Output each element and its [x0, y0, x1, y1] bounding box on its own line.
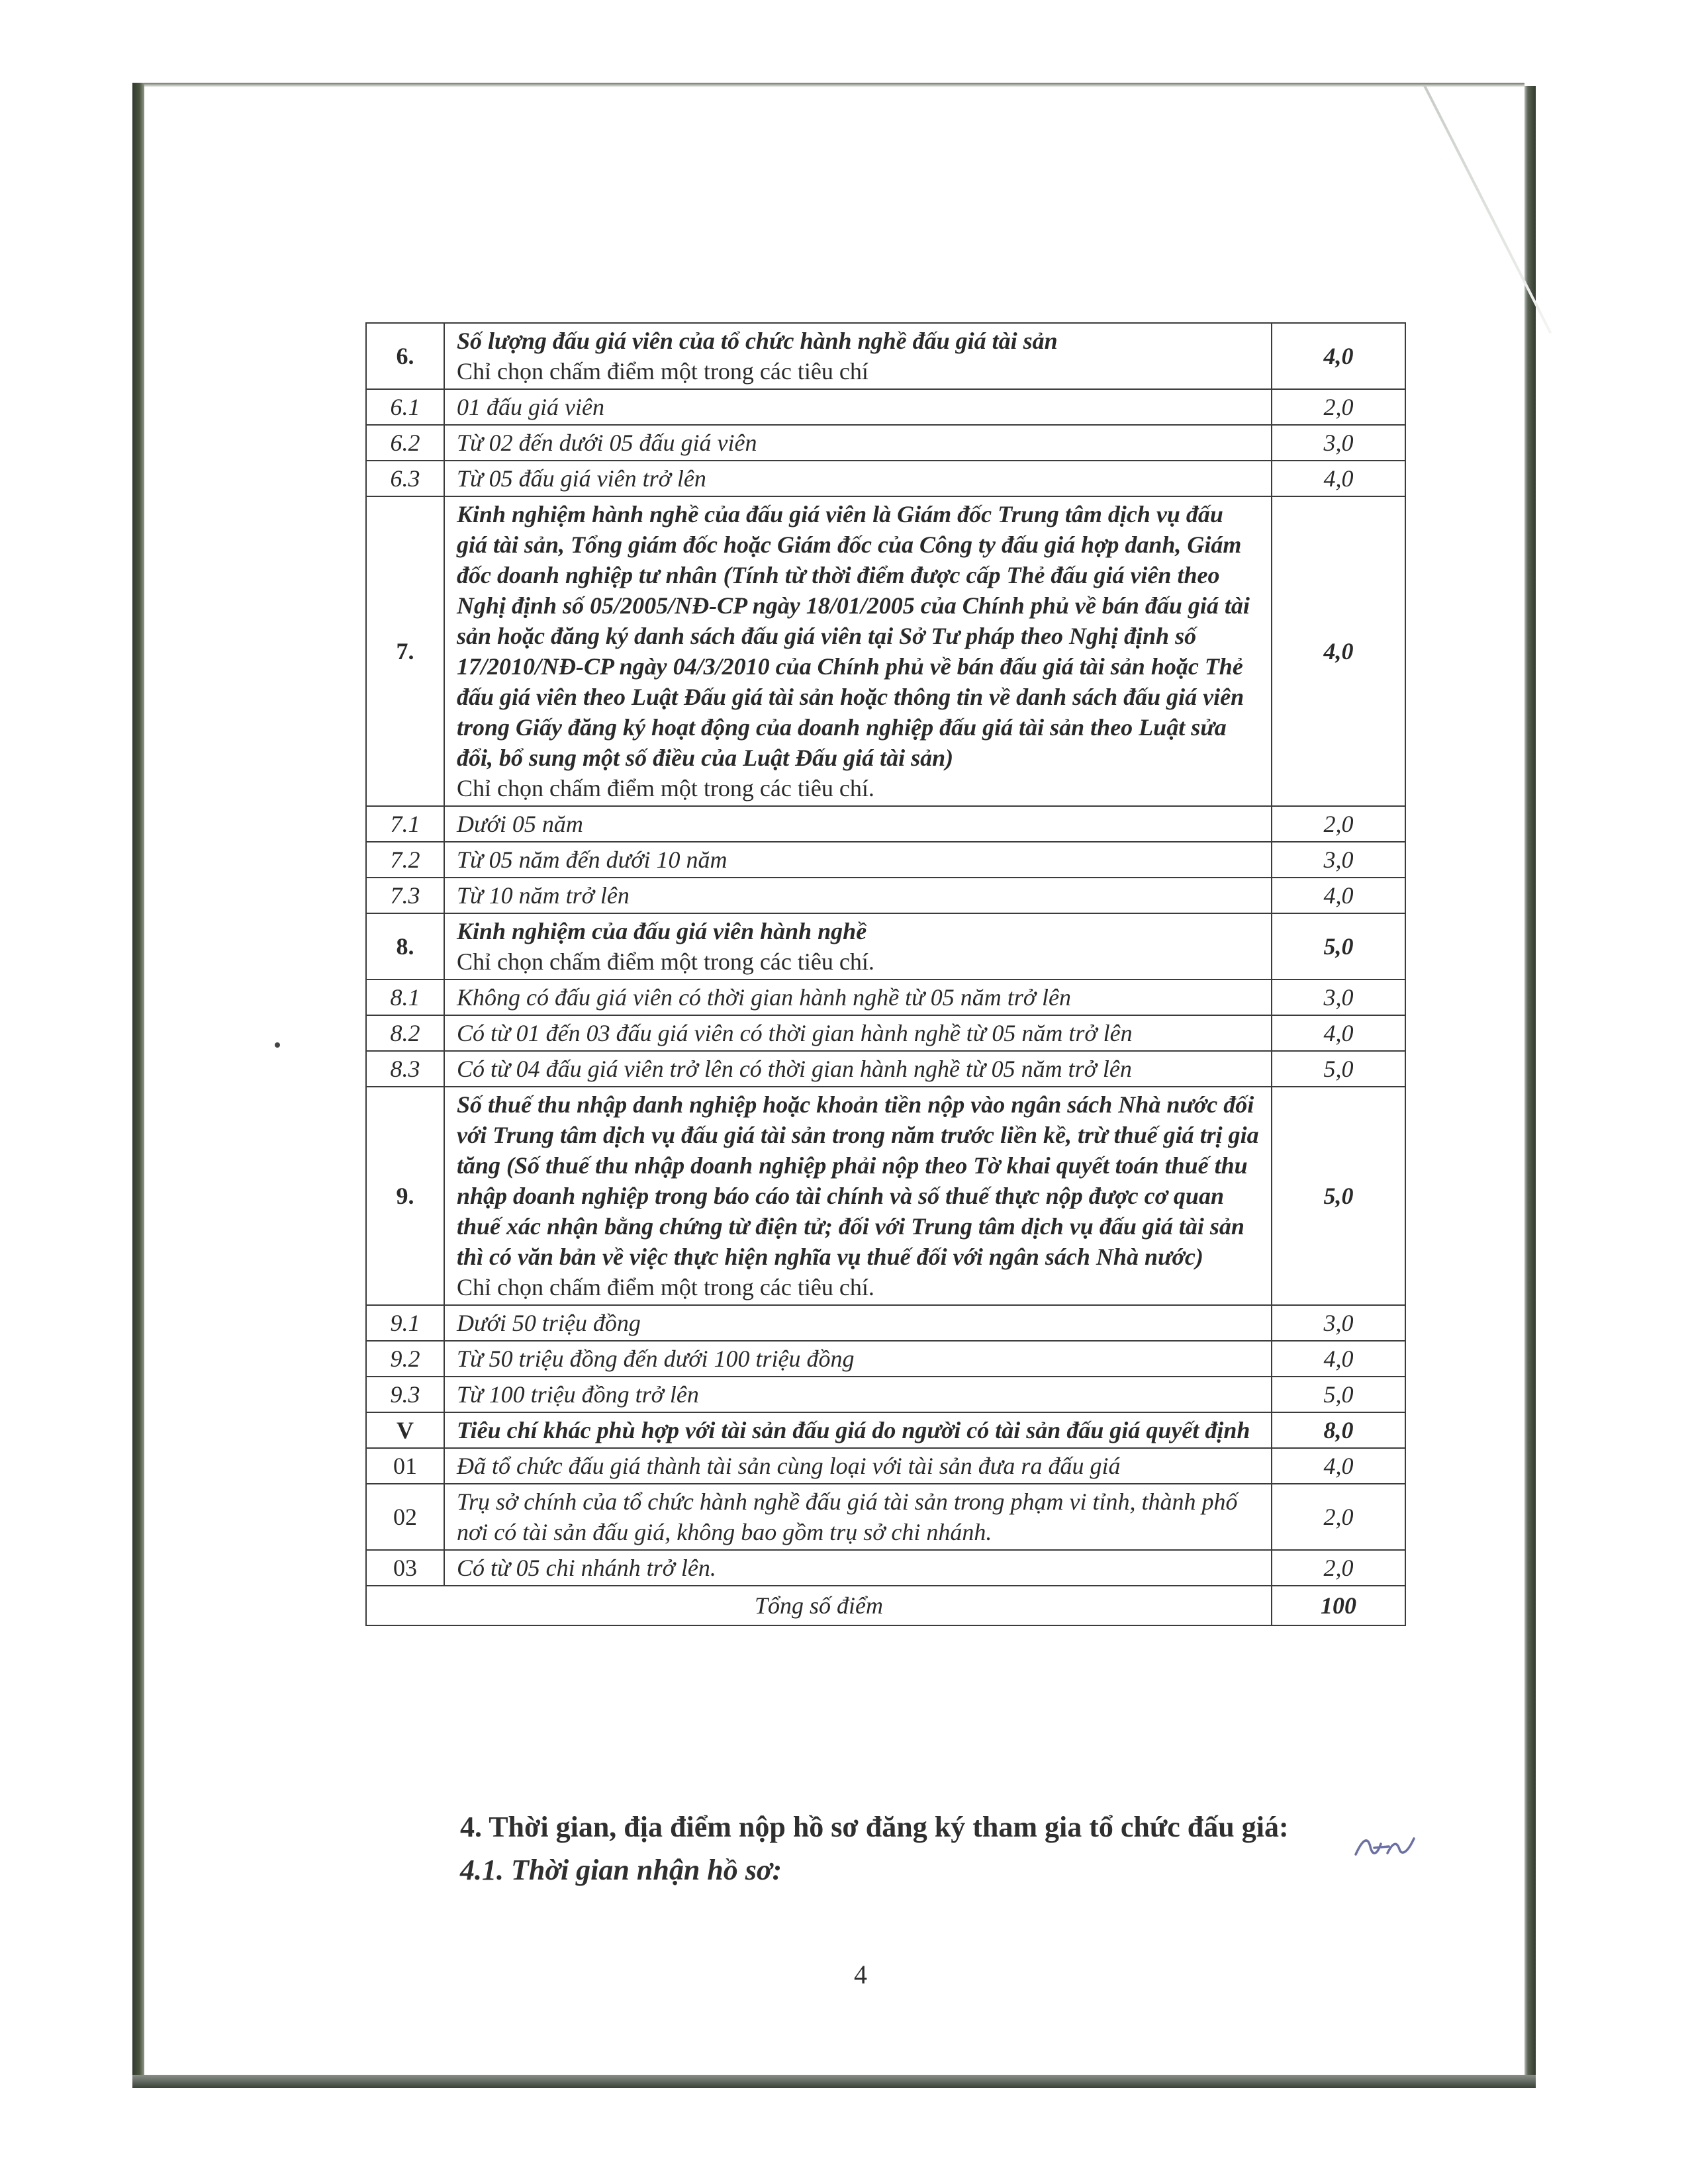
scoring-criteria-table	[365, 322, 1406, 1626]
sub-criterion-text: Có từ 01 đến 03 đấu giá viên có thời gian hành nghề từ 05 năm trở lên	[457, 1020, 1133, 1046]
criterion-description	[444, 842, 1272, 878]
criterion-row	[366, 323, 1405, 389]
total-score: 100	[1272, 1586, 1405, 1625]
sub-criterion-text: Trụ sở chính của tổ chức hành nghề đấu giá tài sản trong phạm vi tỉnh, thành phố nơi có tài sản đấu giá, không bao gồm trụ sở chi nhánh.	[457, 1488, 1238, 1545]
sub-criterion-text: 01 đấu giá viên	[457, 394, 604, 420]
criterion-score: 8,0	[1272, 1412, 1405, 1448]
sub-criterion-row	[366, 1015, 1405, 1051]
sub-criterion-text: Từ 05 đấu giá viên trở lên	[457, 465, 706, 492]
sub-criterion-row	[366, 979, 1405, 1015]
criterion-number: 7.1	[366, 806, 444, 842]
criterion-description	[444, 461, 1272, 496]
criterion-description	[444, 913, 1272, 979]
criterion-score: 4,0	[1272, 323, 1405, 389]
sub-criterion-row	[366, 1550, 1405, 1586]
criterion-description	[444, 1550, 1272, 1586]
criterion-number: 9.1	[366, 1305, 444, 1341]
criterion-description	[444, 425, 1272, 461]
criterion-title: Tiêu chí khác phù hợp với tài sản đấu giá do người có tài sản đấu giá quyết định	[457, 1417, 1250, 1443]
criterion-score: 3,0	[1272, 1305, 1405, 1341]
sub-criterion-text: Từ 05 năm đến dưới 10 năm	[457, 846, 727, 873]
criterion-score: 3,0	[1272, 425, 1405, 461]
sub-criterion-text: Dưới 50 triệu đồng	[457, 1310, 641, 1336]
sub-criterion-text: Không có đấu giá viên có thời gian hành nghề từ 05 năm trở lên	[457, 984, 1071, 1011]
criterion-score: 4,0	[1272, 496, 1405, 806]
sub-criterion-text: Từ 10 năm trở lên	[457, 882, 630, 909]
criterion-score: 5,0	[1272, 913, 1405, 979]
criterion-row	[366, 496, 1405, 806]
criterion-description	[444, 806, 1272, 842]
sub-criterion-text: Từ 50 triệu đồng đến dưới 100 triệu đồng	[457, 1345, 855, 1372]
total-row	[366, 1586, 1405, 1625]
criteria-table-body	[366, 323, 1405, 1586]
criterion-description	[444, 1015, 1272, 1051]
criterion-number: V	[366, 1412, 444, 1448]
sub-criterion-row	[366, 842, 1405, 878]
sub-criterion-row	[366, 1051, 1405, 1087]
criterion-description	[444, 1305, 1272, 1341]
criterion-note: Chỉ chọn chấm điểm một trong các tiêu chí.	[457, 948, 874, 975]
criterion-description	[444, 496, 1272, 806]
criterion-row	[366, 913, 1405, 979]
criterion-score: 5,0	[1272, 1051, 1405, 1087]
criterion-note: Chỉ chọn chấm điểm một trong các tiêu chí.	[457, 1274, 874, 1300]
criterion-number: 9.	[366, 1087, 444, 1305]
sub-criterion-text: Từ 02 đến dưới 05 đấu giá viên	[457, 430, 757, 456]
sub-criterion-row	[366, 389, 1405, 425]
criterion-row	[366, 1412, 1405, 1448]
sub-criterion-row	[366, 1377, 1405, 1412]
criterion-number: 8.2	[366, 1015, 444, 1051]
scan-edge-top	[144, 83, 1524, 87]
criterion-score: 4,0	[1272, 461, 1405, 496]
criterion-description	[444, 979, 1272, 1015]
scan-edge-left	[132, 83, 144, 2088]
sub-criterion-row	[366, 425, 1405, 461]
criterion-description	[444, 1484, 1272, 1550]
criterion-score: 2,0	[1272, 806, 1405, 842]
criterion-score: 2,0	[1272, 1484, 1405, 1550]
criterion-score: 3,0	[1272, 842, 1405, 878]
criterion-description	[444, 1051, 1272, 1087]
sub-criterion-row	[366, 1341, 1405, 1377]
sub-criterion-row	[366, 461, 1405, 496]
criterion-description	[444, 1448, 1272, 1484]
criterion-title: Kinh nghiệm hành nghề của đấu giá viên là Giám đốc Trung tâm dịch vụ đấu giá tài sản, Tổng giám đốc hoặc Giám đốc của Công ty đấu giá hợp danh, Giám đốc doanh nghiệp tư nhân (Tính từ thời điểm được cấp Thẻ đấu giá viên theo Nghị định số 05/2005/NĐ-CP ngày 18/01/2005 của Chính phủ về bán đấu giá tài sản hoặc đăng ký danh sách đấu giá viên tại Sở Tư pháp theo Nghị định số 17/2010/NĐ-CP ngày 04/3/2010 của Chính phủ về bán đấu giá tài sản hoặc Thẻ đấu giá viên theo Luật Đấu giá tài sản hoặc thông tin về danh sách đấu giá viên trong Giấy đăng ký hoạt động của doanh nghiệp đấu giá tài sản theo Luật sửa đổi, bổ sung một số điều của Luật Đấu giá tài sản)	[457, 501, 1250, 771]
sub-criterion-text: Dưới 05 năm	[457, 811, 583, 837]
sub-criterion-text: Có từ 05 chi nhánh trở lên.	[457, 1555, 716, 1581]
criterion-score: 4,0	[1272, 1015, 1405, 1051]
criterion-number: 9.3	[366, 1377, 444, 1412]
criterion-title: Số lượng đấu giá viên của tổ chức hành nghề đấu giá tài sản	[457, 328, 1058, 354]
scan-edge-right	[1524, 86, 1536, 2088]
sub-criterion-row	[366, 806, 1405, 842]
criterion-number: 8.1	[366, 979, 444, 1015]
page-number: 4	[854, 1960, 867, 1989]
sub-criterion-row	[366, 1448, 1405, 1484]
section-sub-heading: 4.1. Thời gian nhận hồ sơ:	[460, 1854, 782, 1886]
sub-criterion-text: Đã tổ chức đấu giá thành tài sản cùng loại với tài sản đưa ra đấu giá	[457, 1453, 1121, 1479]
criterion-description	[444, 1377, 1272, 1412]
criterion-score: 5,0	[1272, 1087, 1405, 1305]
handwritten-initials	[1350, 1827, 1423, 1866]
scan-speck	[275, 1042, 280, 1048]
criterion-description	[444, 878, 1272, 913]
criterion-number: 8.	[366, 913, 444, 979]
criterion-description	[444, 389, 1272, 425]
criterion-number: 7.2	[366, 842, 444, 878]
sub-criterion-text: Từ 100 triệu đồng trở lên	[457, 1381, 699, 1408]
criterion-score: 4,0	[1272, 1448, 1405, 1484]
sub-criterion-row	[366, 1305, 1405, 1341]
criterion-description	[444, 323, 1272, 389]
criterion-note: Chỉ chọn chấm điểm một trong các tiêu chí.	[457, 775, 874, 801]
criterion-number: 6.2	[366, 425, 444, 461]
criterion-description	[444, 1341, 1272, 1377]
criterion-score: 2,0	[1272, 389, 1405, 425]
scan-edge-bottom	[132, 2075, 1536, 2088]
sub-criterion-text: Có từ 04 đấu giá viên trở lên có thời gian hành nghề từ 05 năm trở lên	[457, 1056, 1132, 1082]
criterion-title: Kinh nghiệm của đấu giá viên hành nghề	[457, 918, 867, 944]
criterion-score: 5,0	[1272, 1377, 1405, 1412]
sub-criterion-row	[366, 1484, 1405, 1550]
criterion-number: 8.3	[366, 1051, 444, 1087]
criterion-score: 2,0	[1272, 1550, 1405, 1586]
criterion-number: 01	[366, 1448, 444, 1484]
criterion-score: 4,0	[1272, 878, 1405, 913]
criterion-title: Số thuế thu nhập danh nghiệp hoặc khoản tiền nộp vào ngân sách Nhà nước đối với Trung tâm dịch vụ đấu giá tài sản trong năm trước liền kề, trừ thuế giá trị gia tăng (Số thuế thu nhập doanh nghiệp phải nộp theo Tờ khai quyết toán thuế thu nhập doanh nghiệp trong báo cáo tài chính và số thuế thực nộp được cơ quan thuế xác nhận bằng chứng từ điện tử; đối với Trung tâm dịch vụ đấu giá tài sản thì có văn bản về việc thực hiện nghĩa vụ thuế đối với ngân sách Nhà nước)	[457, 1091, 1259, 1270]
criterion-number: 6.1	[366, 389, 444, 425]
section-heading: 4. Thời gian, địa điểm nộp hồ sơ đăng ký tham gia tổ chức đấu giá:	[460, 1811, 1289, 1843]
criterion-score: 3,0	[1272, 979, 1405, 1015]
sub-criterion-row	[366, 878, 1405, 913]
criterion-number: 6.	[366, 323, 444, 389]
criterion-description	[444, 1412, 1272, 1448]
criterion-note: Chỉ chọn chấm điểm một trong các tiêu chí	[457, 358, 868, 385]
criterion-row	[366, 1087, 1405, 1305]
criterion-number: 6.3	[366, 461, 444, 496]
criterion-number: 9.2	[366, 1341, 444, 1377]
total-label: Tổng số điểm	[366, 1586, 1272, 1625]
criterion-score: 4,0	[1272, 1341, 1405, 1377]
criterion-number: 7.	[366, 496, 444, 806]
criterion-number: 02	[366, 1484, 444, 1550]
criterion-number: 7.3	[366, 878, 444, 913]
criterion-description	[444, 1087, 1272, 1305]
criterion-number: 03	[366, 1550, 444, 1586]
